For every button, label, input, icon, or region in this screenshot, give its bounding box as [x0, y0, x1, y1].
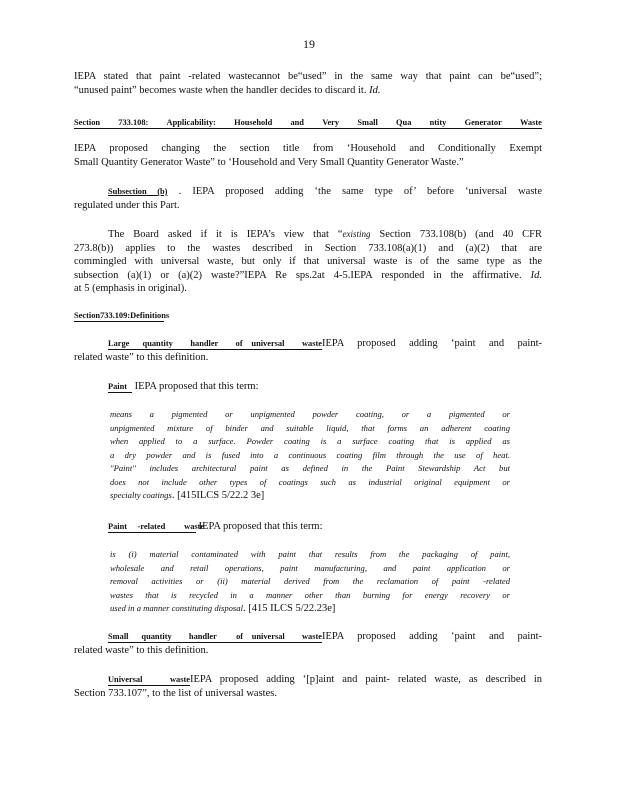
text-line: related waste” to this definition.: [74, 351, 209, 363]
text-line: [74, 630, 542, 644]
text-span: The Board asked if it is IEPA’s view that “: [108, 229, 343, 240]
heading-word: Very: [322, 118, 340, 127]
heading-word: Qua: [396, 118, 412, 127]
text-span: specialty coatings: [110, 490, 172, 500]
paint-definition-quote: [110, 408, 510, 503]
subsection-b-label: Subsection (b): [108, 187, 168, 196]
heading-word: Definitions: [130, 311, 170, 320]
heading-word: 733.109:: [100, 311, 131, 320]
quote-line: is (i) material contaminated with paint that results from the packaging of paint,: [110, 549, 510, 559]
text-span: IEPA proposed that this term:: [196, 521, 323, 532]
text-line: [74, 520, 542, 534]
text-span: IEPA proposed adding ‘paint and paint-: [322, 631, 542, 642]
term-large-quantity-handler: Large quantity handler of universal waste: [108, 339, 322, 348]
paragraph-paint-term: [74, 380, 542, 394]
text-line: [74, 84, 542, 98]
text-line: [74, 673, 542, 687]
citation-id: Id.: [530, 269, 542, 281]
quote-line: [110, 489, 510, 503]
text-line: [74, 337, 542, 351]
paragraph-paint-related-waste: [74, 70, 542, 97]
paragraph-paint-related-waste-term: [74, 520, 542, 534]
text-line: related waste” to this definition.: [74, 644, 209, 656]
heading-word: Applicability:: [166, 118, 216, 127]
paragraph-section-title-change: [74, 142, 542, 169]
paragraph-subsection-b: [74, 185, 542, 212]
text-span: IEPA proposed adding ‘[p]aint and paint- related waste, as described in: [190, 674, 542, 685]
quote-line: means a pigmented or unpigmented powder coating, or a pigmented or: [110, 409, 510, 419]
text-span: “unused paint” becomes waste when the handler decides to discard it.: [74, 84, 367, 96]
quote-line: wholesale and retail operations, paint manufacturing, and paint application or: [110, 562, 510, 573]
text-span: IEPA proposed adding ‘paint and paint-: [322, 338, 542, 349]
section-733-108-heading: [74, 117, 542, 129]
text-span: subsection (a)(1) or (a)(2) waste?”IEPA Re sps.2at 4-5.IEPA responded in the affirmative.: [74, 269, 522, 281]
text-line: at 5 (emphasis in original).: [74, 283, 187, 294]
paragraph-large-quantity-handler: [74, 337, 542, 364]
quote-line: a dry powder and is fused into a continuous coating film through the use of heat.: [110, 449, 510, 460]
quote-line: "Paint" includes architectural paint as defined in the Paint Stewardship Act but: [110, 463, 510, 473]
quote-line: does not include other types of coatings such as industrial original equipment or: [110, 476, 510, 487]
term-universal-waste: Universal waste: [108, 675, 190, 684]
text-line: [74, 185, 542, 199]
statute-citation: . [415 ILCS 5/22.23e]: [242, 603, 336, 614]
heading-word: Generator: [464, 118, 502, 127]
text-span: used in a manner constituting disposal: [110, 603, 243, 613]
heading-word: Section: [74, 118, 101, 127]
section-733-109-heading: [74, 310, 170, 322]
quote-line: when applied to a surface. Powder coating is a surface coating that is applied as: [110, 436, 510, 446]
heading-word: ntity: [429, 118, 447, 127]
paragraph-universal-waste: [74, 673, 542, 700]
section-heading-line: [74, 117, 542, 129]
existing-emphasis: existing: [342, 229, 371, 239]
text-line: [74, 380, 542, 394]
text-line: Section 733.107”, to the list of universal wastes.: [74, 687, 277, 699]
term-small-quantity-handler: Small quantity handler of universal waste: [108, 632, 322, 641]
citation-id: Id.: [369, 84, 381, 96]
text-line: regulated under this Part.: [74, 199, 180, 211]
quote-line: removal activities or (ii) material derived from the reclamation of paint -related: [110, 576, 510, 586]
section-heading-line: [74, 310, 170, 322]
paragraph-small-quantity-handler: [74, 630, 542, 657]
heading-word: Section: [74, 311, 101, 320]
quote-line: [110, 602, 510, 616]
statute-citation: . [415ILCS 5/22.2 3e]: [171, 490, 265, 501]
text-line: 273.8(b)) applies to the wastes described in Section 733.108(a)(1) and (a)(2) that are: [74, 242, 542, 254]
text-line: commingled with universal waste, but only if that universal waste is of the same type as the: [74, 256, 542, 267]
quote-line: unpigmented mixture of binder and suitable liquid, that forms an adherent coating: [110, 422, 510, 433]
paragraph-board-question: [74, 228, 542, 296]
text-span: IEPA proposed that this term:: [132, 381, 259, 392]
quote-line: wastes that is recycled in a manner other than burning for energy recovery or: [110, 589, 510, 600]
paint-related-waste-definition-quote: [110, 548, 510, 616]
text-span: Section 733.108(b) (and 40 CFR: [370, 229, 542, 240]
term-paint: Paint: [108, 382, 132, 393]
heading-word: Household: [234, 118, 273, 127]
text-span: . IEPA proposed adding ‘the same type of’ before ‘universal waste: [167, 186, 542, 197]
text-line: [74, 228, 542, 242]
page-number: 19: [303, 37, 315, 51]
heading-word: 733.108:: [118, 118, 149, 127]
heading-word: and: [290, 118, 304, 127]
heading-word: Small: [357, 118, 378, 127]
text-line: IEPA proposed changing the section title from ‘Household and Conditionally Exempt: [74, 143, 542, 154]
text-line: [74, 269, 542, 283]
text-line: IEPA stated that paint -related wastecannot be“used” in the same way that paint can be“used”;: [74, 71, 542, 82]
term-paint-related-waste: Paint -related waste: [108, 522, 205, 531]
text-line: Small Quantity Generator Waste” to ‘Household and Very Small Quantity Generator Waste.”: [74, 156, 464, 168]
heading-word: Waste: [520, 118, 542, 127]
